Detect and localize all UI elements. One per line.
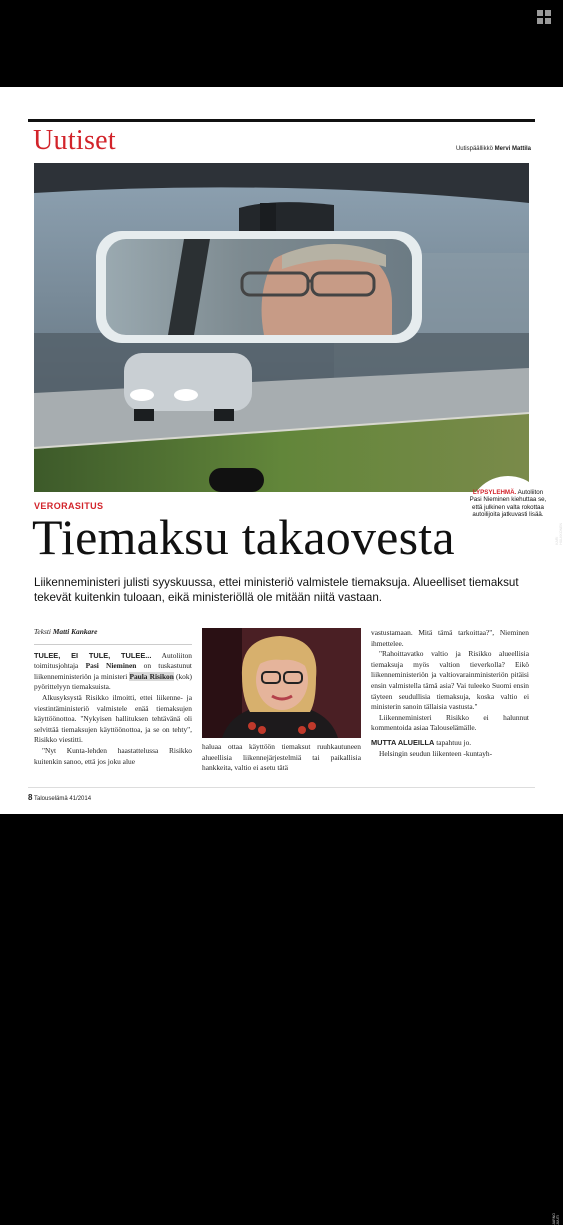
paragraph xyxy=(34,651,192,693)
article-lead: Liikenneministeri julisti syyskuussa, ettei ministeriö valmistele tiemaksuja. Alueelliset tiemaksut tekevät kuitenkin tuloaan, eikä ministeriöllä ole mitään niitä vastaan. xyxy=(34,576,519,604)
article-column-3 xyxy=(371,628,529,759)
photo-credit: KARI HULKKONEN xyxy=(555,522,563,545)
paragraph: vastustamaan. Mitä tämä tarkoittaa?", Nieminen ihmettelee. xyxy=(371,628,529,648)
paragraph: "Rahoittavatko valtio ja Risikko alueellisia tiemaksuja myös valtion tieverkolla? Eikö liikenneministeriön ja valtiovarainministeriön pitäisi ensin valmistella tämä asia? Vai tuleeko Suomi ensin täyteen seudullisia tiemaksuja, koska valtio ei ministerin sanoin tällaisia vastusta." xyxy=(371,649,529,712)
portrait-illustration xyxy=(202,628,361,738)
text-run: (kok) pyörittelyyn tiemaksuista. xyxy=(34,671,192,692)
footer-rule xyxy=(28,787,535,788)
byline-name: Matti Kankare xyxy=(52,627,98,636)
article-column-1 xyxy=(34,627,192,767)
paragraph: Alkusyksystä Risikko ilmoitti, ettei liikenne- ja viestintäministeriö valmistele enää tiemaksujen käyttöönottoa. "Nykyisen hallituksen tehtävänä oli selvittää tiemaksujen käyttöönottoa, ja se on tehty", Risikko viestitti. xyxy=(34,692,192,745)
article-kicker: VERORASITUS xyxy=(34,501,104,511)
magazine-page xyxy=(0,87,563,1225)
text-run: on tuskastunut liikenneministeriön ja ministeri xyxy=(34,661,192,681)
portrait-credit: JARNO JUUTI xyxy=(552,1213,560,1225)
article-column-2: haluaa ottaa käyttöön tiemaksut ruuhkautuneen alueellisia liikennejärjestelmiä tai paikallisia hankkeita, valtio ei asetu tätä xyxy=(202,742,361,773)
caption-kicker: LYPSYLEHMÄ. xyxy=(472,489,517,496)
article-headline: Tiemaksu takaovesta xyxy=(32,509,455,565)
paragraph xyxy=(371,738,529,749)
section-title: Uutiset xyxy=(33,125,116,156)
caption-text: Autoliiton Pasi Nieminen kiehuttaa se, että julkinen valta rokottaa autoilijoita jatkuvasti lisää. xyxy=(469,489,547,519)
text-run: tapahtuu jo. xyxy=(436,737,472,747)
highlighted-name[interactable]: Paula Risikon xyxy=(129,671,174,681)
grid-icon[interactable] xyxy=(537,10,553,26)
subhead: MUTTA ALUEILLA xyxy=(371,737,435,747)
paragraph: "Nyt Kunta-lehden haastattelussa Risikko kuitenkin sanoo, että jos joku alue xyxy=(34,745,192,766)
person-name: Pasi Nieminen xyxy=(85,661,137,671)
folio xyxy=(28,793,91,802)
issue-label: Talouselämä 41/2014 xyxy=(34,796,92,802)
photo-caption-bubble xyxy=(468,476,548,556)
editor-label: Uutispäällikkö xyxy=(455,146,493,152)
editor-credit xyxy=(456,146,531,152)
subhead: TULEE, EI TULE, TULEE... xyxy=(34,650,152,660)
byline xyxy=(34,627,192,645)
byline-label: Teksti xyxy=(34,627,51,636)
editor-name: Mervi Mattila xyxy=(494,146,531,152)
top-bar xyxy=(0,0,563,87)
page-number: 8 xyxy=(28,793,33,802)
text-run: Autoliiton toimitusjohtaja xyxy=(34,650,192,671)
paragraph: Liikenneministeri Risikko ei halunnut kommentoida asiaa Talouselämälle. xyxy=(371,712,529,733)
bottom-bar xyxy=(0,814,563,900)
paragraph: Helsingin seudun liikenteen -kuntayh- xyxy=(379,748,493,758)
header-rule xyxy=(28,119,535,122)
photo-illustration xyxy=(34,163,529,492)
